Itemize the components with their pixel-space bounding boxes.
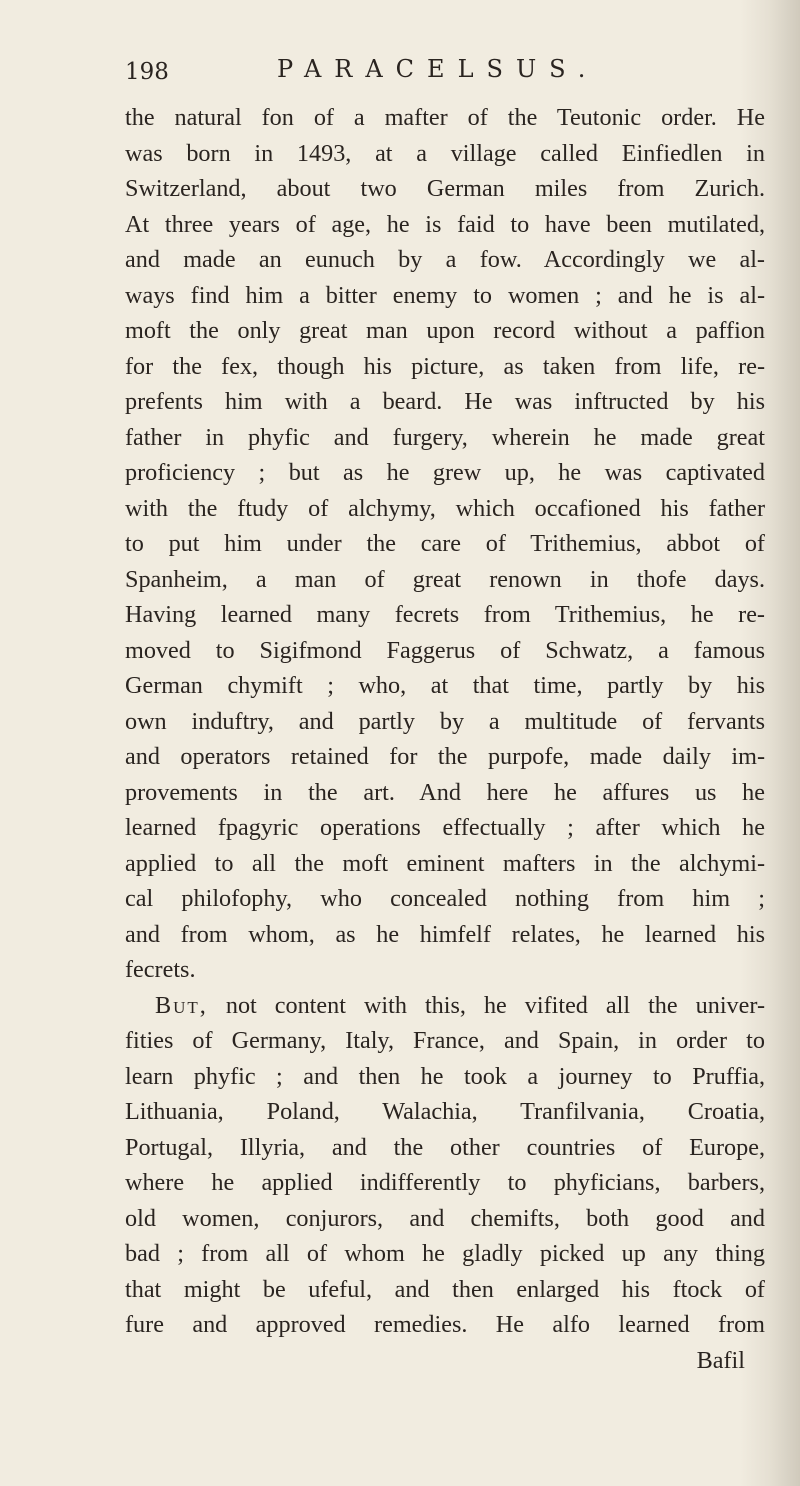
text-line: ways find him a bitter enemy to women ; and he is al- bbox=[125, 281, 765, 309]
text-line: to put him under the care of Trithemius, abbot of bbox=[125, 530, 765, 557]
text-line: fecrets. bbox=[125, 956, 196, 983]
text-line: that might be ufeful, and then enlarged his ftock of bbox=[125, 1275, 765, 1303]
text-line: Having learned many fecrets from Trithemius, he re- bbox=[125, 601, 765, 628]
text-line: and made an eunuch by a fow. Accordingly we al- bbox=[125, 246, 765, 273]
paragraph-opening-line bbox=[125, 988, 765, 1024]
text-line: learn phyfic ; and then he took a journey to Pruffia, bbox=[125, 1062, 765, 1090]
text-line: German chymift ; who, at that time, partly by his bbox=[125, 672, 765, 699]
text-line: Switzerland, about two German miles from Zurich. bbox=[125, 175, 765, 202]
page-number: 198 bbox=[125, 59, 169, 85]
text-line: cal philofophy, who concealed nothing from him ; bbox=[125, 885, 765, 912]
text-line: proficiency ; but as he grew up, he was captivated bbox=[125, 459, 765, 486]
text-line: for the fex, though his picture, as taken from life, re- bbox=[125, 352, 765, 380]
text-line: bad ; from all of whom he gladly picked up any thing bbox=[125, 1240, 765, 1267]
text-line: prefents him with a beard. He was inftructed by his bbox=[125, 388, 765, 415]
text-line: moved to Sigifmond Faggerus of Schwatz, a famous bbox=[125, 636, 765, 664]
text-line: provements in the art. And here he affures us he bbox=[125, 778, 765, 806]
text-line: where he applied indifferently to phyficians, barbers, bbox=[125, 1169, 765, 1196]
body-text bbox=[125, 100, 765, 1378]
text-line: father in phyfic and furgery, wherein he made great bbox=[125, 423, 765, 451]
text-line: fure and approved remedies. He alfo learned from bbox=[125, 1311, 765, 1338]
text-line: with the ftudy of alchymy, which occafioned his father bbox=[125, 494, 765, 522]
text-line: Lithuania, Poland, Walachia, Tranfilvania, Croatia, bbox=[125, 1098, 765, 1125]
text-line: and from whom, as he himfelf relates, he learned his bbox=[125, 920, 765, 948]
text-fragment: not content with this, he vifited all the univer- bbox=[225, 991, 765, 1019]
text-line: and operators retained for the purpofe, made daily im- bbox=[125, 743, 765, 770]
running-title: PARACELSUS. bbox=[277, 55, 599, 83]
text-line: learned fpagyric operations effectually ; after which he bbox=[125, 814, 765, 841]
text-line: own induftry, and partly by a multitude of fervants bbox=[125, 707, 765, 735]
text-line: old women, conjurors, and chemifts, both good and bbox=[125, 1204, 765, 1232]
catchword: Bafil bbox=[696, 1346, 745, 1374]
text-line: fities of Germany, Italy, France, and Spain, in order to bbox=[125, 1027, 765, 1054]
text-line: applied to all the moft eminent mafters in the alchymi- bbox=[125, 849, 765, 877]
text-line: moft the only great man upon record without a paffion bbox=[125, 317, 765, 344]
text-line: Spanheim, a man of great renown in thofe days. bbox=[125, 565, 765, 593]
text-line: the natural fon of a mafter of the Teutonic order. He bbox=[125, 104, 765, 131]
running-head bbox=[125, 55, 765, 95]
text-line: At three years of age, he is faid to have been mutilated, bbox=[125, 210, 765, 238]
text-line: Portugal, Illyria, and the other countries of Europe, bbox=[125, 1133, 765, 1161]
text-line: was born in 1493, at a village called Einfiedlen in bbox=[125, 139, 765, 167]
small-caps-opening-word: But, bbox=[155, 991, 208, 1019]
